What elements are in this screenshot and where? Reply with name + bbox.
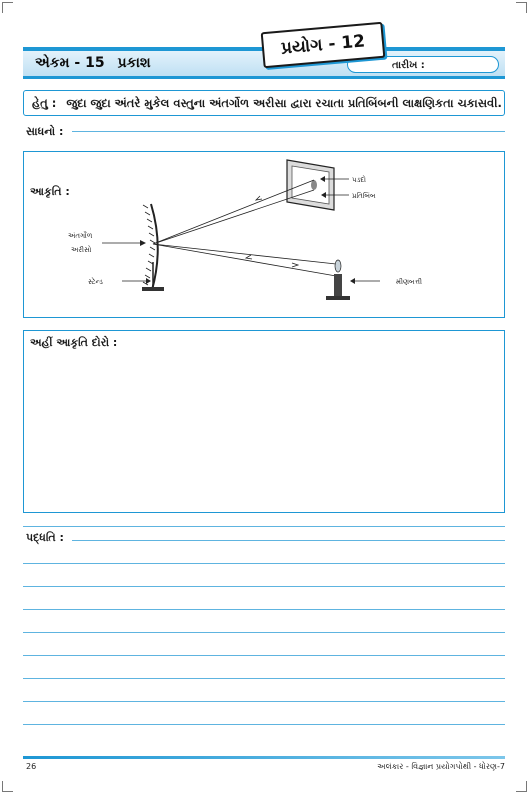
- image-label: પ્રતિબિંબ: [352, 192, 376, 200]
- unit-title: [35, 55, 159, 71]
- figure-label: આકૃતિ :: [30, 185, 70, 198]
- image-on-screen: [311, 180, 317, 190]
- book-title: અલંકાર - વિજ્ઞાન પ્રયોગપોથી - ધોરણ-7: [377, 762, 505, 771]
- candle-flame: [335, 260, 341, 272]
- method-writing-line[interactable]: [23, 724, 505, 725]
- aim-box: [23, 90, 505, 116]
- method-writing-line[interactable]: [23, 632, 505, 633]
- crop-mark-top-right: [516, 2, 527, 13]
- crop-mark-top-left: [2, 2, 13, 13]
- reflected-ray-1: [153, 180, 314, 244]
- candle-label: મીણબત્તી: [396, 278, 423, 286]
- concave-mirror-diagram: [24, 152, 504, 317]
- header-bottom-line: [23, 76, 505, 79]
- draw-label: અહીં આકૃતિ દોરો :: [30, 336, 118, 349]
- method-writing-line[interactable]: [72, 540, 505, 541]
- method-writing-line[interactable]: [23, 586, 505, 587]
- method-writing-line[interactable]: [23, 701, 505, 702]
- footer-line: [23, 756, 505, 759]
- method-writing-line[interactable]: [23, 655, 505, 656]
- crop-mark-bottom-left: [2, 781, 13, 792]
- stand-label: સ્ટેન્ડ: [88, 278, 103, 286]
- apparatus-label: સાધનો :: [26, 125, 64, 138]
- apparatus-writing-line[interactable]: [72, 131, 505, 132]
- method-label: પદ્ધતિ :: [26, 531, 64, 544]
- figure-box: [23, 151, 505, 318]
- screen-label: પડદો: [352, 176, 367, 184]
- page-number: 26: [26, 762, 37, 771]
- method-top-line: [23, 526, 505, 527]
- aim-label: હેતુ :: [32, 96, 57, 110]
- crop-mark-bottom-right: [516, 781, 527, 792]
- concave-mirror: [151, 204, 158, 290]
- date-label: તારીખ :: [392, 60, 425, 71]
- mirror-label-1: અંતર્ગોળ: [68, 232, 93, 240]
- unit-number: એકમ - 15: [35, 55, 105, 71]
- incident-ray-1: [153, 244, 336, 264]
- candle-base: [326, 296, 350, 300]
- stand-base: [142, 287, 164, 291]
- candle-body: [334, 274, 342, 296]
- method-writing-line[interactable]: [23, 609, 505, 610]
- reflected-ray-2: [153, 190, 314, 244]
- drawing-area[interactable]: [23, 330, 505, 513]
- experiment-title: પ્રયોગ - 12: [280, 31, 366, 59]
- mirror-label-2: અરીસો: [71, 246, 92, 254]
- method-writing-line[interactable]: [23, 678, 505, 679]
- method-writing-line[interactable]: [23, 563, 505, 564]
- aim-text: જુદા જુદા અંતરે મુકેલ વસ્તુના અંતર્ગોળ અરીસા દ્વારા રચાતા પ્રતિબિંબની લાક્ષણિકતા ચકાસવી.: [66, 96, 502, 110]
- unit-topic: પ્રકાશ: [117, 55, 151, 71]
- incident-ray-2: [153, 244, 336, 276]
